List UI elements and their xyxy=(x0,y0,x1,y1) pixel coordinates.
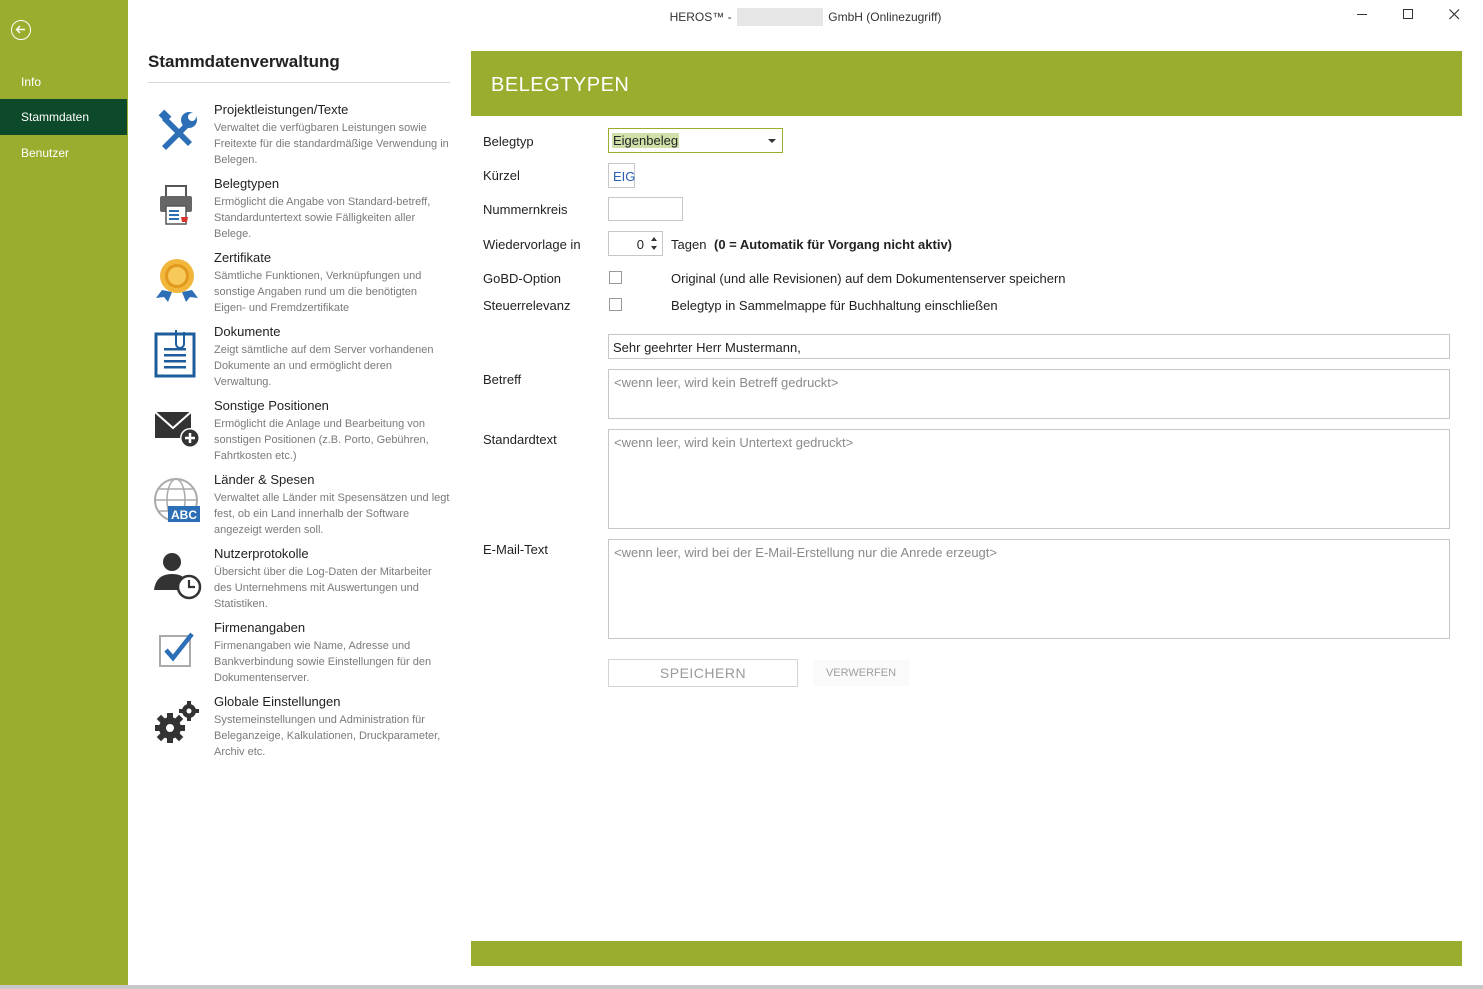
gobd-text: Original (und alle Revisionen) auf dem Dokumentenserver speichern xyxy=(671,271,1066,286)
window-title xyxy=(128,8,1483,26)
redacted-company-name xyxy=(737,8,823,26)
left-nav xyxy=(0,0,128,989)
mail-add-icon xyxy=(152,402,202,452)
list-item-globale-einstellungen[interactable] xyxy=(148,694,450,768)
anrede-input[interactable]: Sehr geehrter Herr Mustermann, xyxy=(608,334,1450,359)
email-text-textarea[interactable]: <wenn leer, wird bei der E-Mail-Erstellung nur die Anrede erzeugt> xyxy=(608,539,1450,639)
kuerzel-input[interactable]: EIG xyxy=(608,163,635,188)
nav-item-info[interactable]: Info xyxy=(21,75,42,89)
list-item-dokumente[interactable] xyxy=(148,324,450,398)
item-desc: Ermöglicht die Anlage und Bearbeitung von sonstigen Positionen (z.B. Porto, Gebühren, Fahrtkosten etc.) xyxy=(214,418,429,462)
list-item-zertifikate[interactable] xyxy=(148,250,450,324)
minimize-icon xyxy=(1357,9,1368,20)
gears-icon xyxy=(152,698,202,748)
nav-item-benutzer[interactable]: Benutzer xyxy=(21,146,70,160)
item-title: Globale Einstellungen xyxy=(214,694,341,709)
steuerrelevanz-label: Steuerrelevanz xyxy=(483,298,571,313)
window-title-prefix: HEROS™ - xyxy=(669,10,732,24)
checkbox-icon xyxy=(152,624,202,674)
item-title: Länder & Spesen xyxy=(214,472,315,487)
spin-up-icon[interactable] xyxy=(651,237,657,241)
betreff-label: Betreff xyxy=(483,372,522,387)
tools-icon xyxy=(152,106,202,156)
maximize-button[interactable] xyxy=(1385,0,1431,30)
item-title: Dokumente xyxy=(214,324,281,339)
user-clock-icon xyxy=(152,550,202,600)
item-title: Sonstige Positionen xyxy=(214,398,329,413)
list-item-nutzerprotokolle[interactable] xyxy=(148,546,450,620)
gobd-checkbox[interactable] xyxy=(609,271,622,284)
chevron-down-icon xyxy=(768,139,776,143)
wiedervorlage-value: 0 xyxy=(636,237,644,252)
item-title: Zertifikate xyxy=(214,250,272,265)
list-item-belegtypen[interactable] xyxy=(148,176,450,250)
title-bar xyxy=(128,0,1483,30)
minimize-button[interactable] xyxy=(1339,0,1385,30)
back-button[interactable] xyxy=(11,20,31,40)
wiedervorlage-label: Wiedervorlage in xyxy=(483,237,581,252)
globe-abc-icon xyxy=(152,476,202,526)
save-button[interactable]: SPEICHERN xyxy=(608,659,798,687)
belegtyp-label: Belegtyp xyxy=(483,134,534,149)
spin-down-icon[interactable] xyxy=(651,246,657,250)
section-title: BELEGTYPEN xyxy=(491,74,630,96)
nummernkreis-label: Nummernkreis xyxy=(483,202,568,217)
item-desc: Firmenangaben wie Name, Adresse und Bankverbindung sowie Einstellungen für den Dokumentenserver. xyxy=(214,640,432,684)
item-desc: Systemeinstellungen und Administration für Beleganzeige, Kalkulationen, Druckparameter, Archiv etc. xyxy=(214,714,441,758)
betreff-textarea[interactable]: <wenn leer, wird kein Betreff gedruckt> xyxy=(608,369,1450,419)
kuerzel-label: Kürzel xyxy=(483,168,520,183)
item-desc: Verwaltet die verfügbaren Leistungen sowie Freitexte für die standardmäßige Verwendung in Belegen. xyxy=(214,122,449,166)
belegtyp-value: Eigenbeleg xyxy=(613,133,679,148)
item-title: Nutzerprotokolle xyxy=(214,546,309,561)
window-title-suffix: GmbH (Onlinezugriff) xyxy=(828,10,942,24)
svg-text:ABC: ABC xyxy=(171,508,197,522)
standardtext-label: Standardtext xyxy=(483,432,557,447)
list-item-sonstige-positionen[interactable] xyxy=(148,398,450,472)
nummernkreis-input[interactable] xyxy=(608,197,683,221)
item-title: Projektleistungen/Texte xyxy=(214,102,349,117)
maximize-icon xyxy=(1403,9,1414,20)
list-item-laender-spesen[interactable] xyxy=(148,472,450,546)
item-desc: Übersicht über die Log-Daten der Mitarbeiter des Unternehmens mit Auswertungen und Statistiken. xyxy=(214,566,432,610)
wiedervorlage-hint: (0 = Automatik für Vorgang nicht aktiv) xyxy=(714,237,952,252)
nav-item-stammdaten[interactable]: Stammdaten xyxy=(0,99,127,135)
steuerrelevanz-checkbox[interactable] xyxy=(609,298,622,311)
standardtext-textarea[interactable]: <wenn leer, wird kein Untertext gedruckt> xyxy=(608,429,1450,529)
item-title: Belegtypen xyxy=(214,176,280,191)
document-icon xyxy=(152,328,202,378)
list-item-projektleistungen[interactable] xyxy=(148,102,450,176)
arrow-left-icon xyxy=(15,24,26,35)
steuerrelevanz-text: Belegtyp in Sammelmappe für Buchhaltung einschließen xyxy=(671,298,998,313)
gobd-label: GoBD-Option xyxy=(483,271,562,286)
printer-icon xyxy=(152,180,202,230)
item-desc: Zeigt sämtliche auf dem Server vorhandenen Dokumente an und ermöglicht deren Verwaltung. xyxy=(214,344,434,388)
window-bottom-border xyxy=(0,985,1483,989)
email-text-label: E-Mail-Text xyxy=(483,542,549,557)
item-desc: Verwaltet alle Länder mit Spesensätzen und legt fest, ob ein Land innerhalb der Software angezeigt werden soll. xyxy=(214,492,450,536)
wiedervorlage-unit: Tagen xyxy=(671,237,707,252)
item-desc: Ermöglicht die Angabe von Standard-betreff, Standarduntertext sowie Fälligkeiten aller Belege. xyxy=(214,196,431,240)
close-button[interactable] xyxy=(1431,0,1477,30)
discard-button[interactable]: VERWERFEN xyxy=(813,660,909,686)
item-desc: Sämtliche Funktionen, Verknüpfungen und sonstige Angaben rund um die benötigten Eigen- und Fremdzertifikate xyxy=(214,270,422,314)
item-title: Firmenangaben xyxy=(214,620,306,635)
wiedervorlage-stepper[interactable] xyxy=(608,231,663,256)
section-header xyxy=(471,51,1462,116)
close-icon xyxy=(1449,9,1460,20)
certificate-icon xyxy=(152,254,202,304)
section-footer xyxy=(471,941,1462,966)
list-heading: Stammdatenverwaltung xyxy=(148,52,450,83)
belegtyp-select[interactable] xyxy=(608,128,783,153)
stammdaten-list xyxy=(148,52,450,758)
list-item-firmenangaben[interactable] xyxy=(148,620,450,694)
